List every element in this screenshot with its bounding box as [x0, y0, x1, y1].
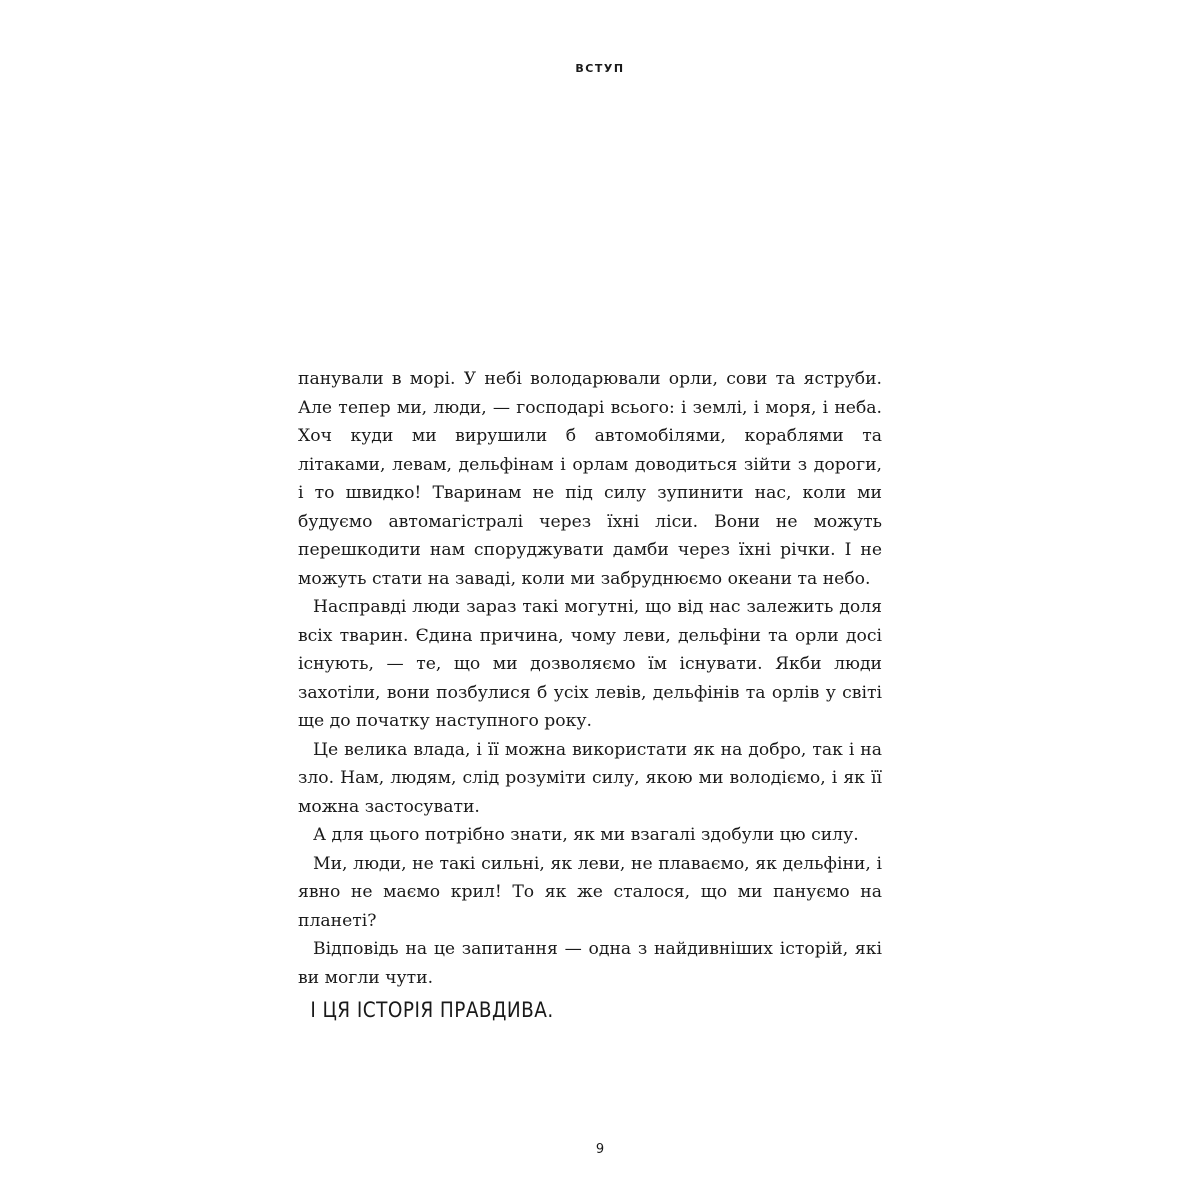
paragraph: А для цього потрібно знати, як ми взагалі здобули цю силу.	[313, 825, 859, 845]
paragraph: Насправді люди зараз такі могутні, що від нас залежить доля всіх тварин. Єдина причина, чому леви, дельфіни та орли досі існують, — те, що ми дозволяємо їм існувати. Якби люди захотіли, вони позбулися б усіх левів, дельфінів та орлів у світі ще до початку наступного року.	[298, 597, 882, 731]
paragraph: Ми, люди, не такі сильні, як леви, не плаваємо, як дельфіни, і явно не маємо крил! То як же сталося, що ми пануємо на планеті?	[298, 853, 882, 931]
running-head: ВСТУП	[575, 62, 625, 75]
closing-line: І ЦЯ ІСТОРІЯ ПРАВДИВА.	[310, 998, 554, 1022]
paragraph: панували в морі. У небі володарювали орли, сови та яструби. Але тепер ми, люди, — господарі всього: і землі, і моря, і неба. Хоч куди ми вирушили б автомобілями, кораблями та літаками, левам, дельфінам і орлам доводиться зійти з дороги, і то швидко! Тваринам не під силу зупинити нас, коли ми будуємо автомагістралі через їхні ліси. Вони не можуть перешкодити нам споруджувати дамби через їхні річки. І не можуть стати на заваді, коли ми забруднюємо океани та небо.	[298, 369, 882, 589]
body-text	[298, 365, 882, 1026]
paragraph: Це велика влада, і її можна використати як на добро, так і на зло. Нам, людям, слід розуміти силу, якою ми володіємо, і як її можна застосувати.	[298, 739, 882, 817]
page-number: 9	[595, 1142, 605, 1157]
paragraph: Відповідь на це запитання — одна з найдивніших історій, які ви могли чути.	[298, 939, 882, 988]
